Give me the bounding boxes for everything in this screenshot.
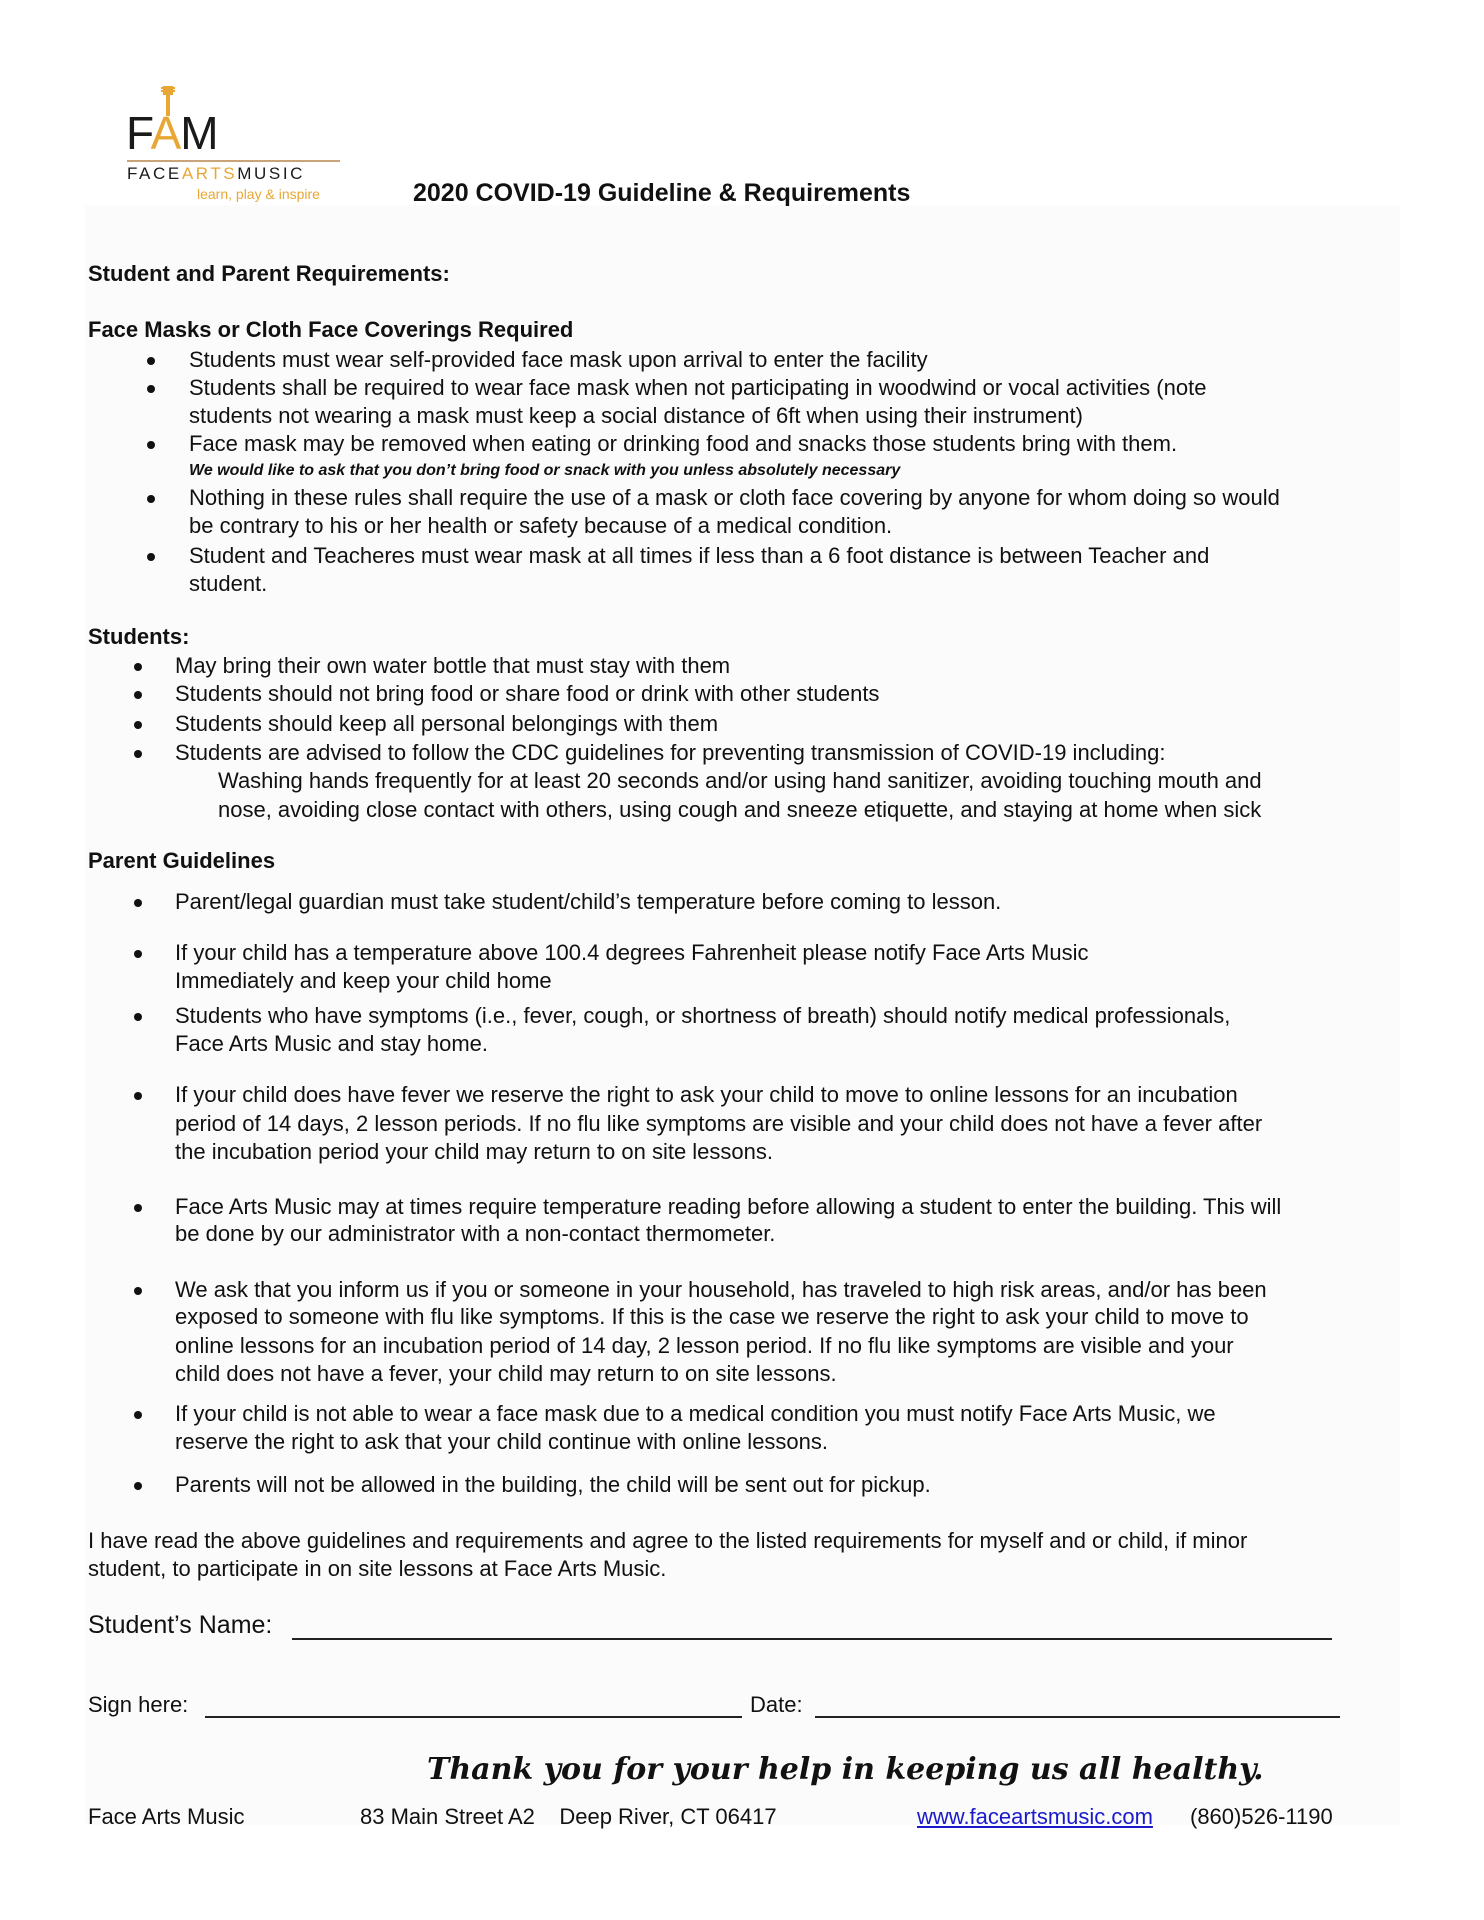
list-item-continuation: be contrary to his or her health or safety because of a medical condition. <box>189 513 893 538</box>
list-item: Face Arts Music may at times require temperature reading before allowing a student to enter the building. This will <box>175 1194 1282 1219</box>
bullet-icon <box>134 663 142 671</box>
list-item-continuation: Washing hands frequently for at least 20 seconds and/or using hand sanitizer, avoiding touching mouth and <box>218 768 1262 793</box>
section-heading-requirements: Student and Parent Requirements: <box>88 261 450 286</box>
bullet-icon <box>147 553 155 561</box>
list-item: We ask that you inform us if you or someone in your household, has traveled to high risk areas, and/or has been <box>175 1277 1267 1302</box>
bullet-icon <box>134 1411 142 1419</box>
list-item-continuation: online lessons for an incubation period of 14 day, 2 lesson period. If no flu like symptoms are visible and your <box>175 1333 1234 1358</box>
list-item-continuation: reserve the right to ask that your child continue with online lessons. <box>175 1429 829 1454</box>
list-item-continuation: exposed to someone with flu like symptoms. If this is the case we reserve the right to ask your child to move to <box>175 1304 1249 1329</box>
website-link[interactable]: www.faceartsmusic.com <box>917 1804 1153 1829</box>
list-item: May bring their own water bottle that must stay with them <box>175 653 731 678</box>
bullet-icon <box>134 950 142 958</box>
list-item: Students are advised to follow the CDC guidelines for preventing transmission of COVID-19 including: <box>175 740 1166 765</box>
list-item: If your child is not able to wear a face mask due to a medical condition you must notify Face Arts Music, we <box>175 1401 1216 1426</box>
sign-label: Sign here: <box>88 1692 189 1717</box>
list-item-continuation: Immediately and keep your child home <box>175 968 552 993</box>
thank-you-message: Thank you for your help in keeping us all healthy. <box>427 1752 1264 1787</box>
date-field[interactable] <box>815 1716 1340 1718</box>
bullet-icon <box>134 1092 142 1100</box>
bullet-icon <box>134 1013 142 1021</box>
list-item-continuation: child does not have a fever, your child may return to on site lessons. <box>175 1361 837 1386</box>
agreement-text: student, to participate in on site lessons at Face Arts Music. <box>88 1556 667 1581</box>
bullet-icon <box>134 691 142 699</box>
bullet-icon <box>147 495 155 503</box>
list-item: Parents will not be allowed in the building, the child will be sent out for pickup. <box>175 1472 931 1497</box>
list-item-continuation: be done by our administrator with a non-contact thermometer. <box>175 1221 776 1246</box>
students-heading: Students: <box>88 624 190 649</box>
list-item: Students shall be required to wear face mask when not participating in woodwind or vocal activities (note <box>189 375 1207 400</box>
list-item: Students who have symptoms (i.e., fever, cough, or shortness of breath) should notify medical professionals, <box>175 1003 1231 1028</box>
bullet-icon <box>134 750 142 758</box>
logo-divider <box>127 160 340 162</box>
list-item: If your child does have fever we reserve the right to ask your child to move to online lessons for an incubation <box>175 1082 1238 1107</box>
bullet-icon <box>134 1287 142 1295</box>
list-item-continuation: the incubation period your child may return to on site lessons. <box>175 1139 773 1164</box>
list-item: Students should keep all personal belongings with them <box>175 711 719 736</box>
logo-wordmark: FACEARTSMUSIC <box>127 164 306 183</box>
bullet-icon <box>147 385 155 393</box>
list-item-continuation: nose, avoiding close contact with others, using cough and sneeze etiquette, and staying at home when sick <box>218 797 1262 822</box>
note-italic: We would like to ask that you don’t bring food or snack with you unless absolutely necessary <box>189 462 901 479</box>
parent-guidelines-heading: Parent Guidelines <box>88 848 276 873</box>
footer-org-name: Face Arts Music <box>88 1804 245 1829</box>
student-name-label: Student’s Name: <box>88 1611 273 1639</box>
bullet-icon <box>147 441 155 449</box>
logo-mark: FAM <box>126 107 218 159</box>
list-item: Face mask may be removed when eating or drinking food and snacks those students bring with them. <box>189 431 1178 456</box>
date-label: Date: <box>750 1692 803 1717</box>
bullet-icon <box>147 357 155 365</box>
bullet-icon <box>134 1204 142 1212</box>
list-item: Nothing in these rules shall require the use of a mask or cloth face covering by anyone for whom doing so would <box>189 485 1280 510</box>
list-item: Student and Teacheres must wear mask at all times if less than a 6 foot distance is between Teacher and <box>189 543 1210 568</box>
footer-address: 83 Main Street A2 Deep River, CT 06417 <box>360 1804 777 1829</box>
list-item: Parent/legal guardian must take student/child’s temperature before coming to lesson. <box>175 889 1002 914</box>
page-title: 2020 COVID-19 Guideline & Requirements <box>413 179 911 207</box>
list-item: Students must wear self-provided face mask upon arrival to enter the facility <box>189 347 928 372</box>
list-item-continuation: Face Arts Music and stay home. <box>175 1031 489 1056</box>
agreement-text: I have read the above guidelines and requirements and agree to the listed requirements for myself and or child, if minor <box>88 1528 1248 1553</box>
list-item: Students should not bring food or share food or drink with other students <box>175 681 880 706</box>
logo-tagline: learn, play & inspire <box>197 186 320 202</box>
footer-phone: (860)526-1190 <box>1190 1804 1333 1829</box>
student-name-field[interactable] <box>292 1638 1332 1640</box>
bullet-icon <box>134 1482 142 1490</box>
bullet-icon <box>134 721 142 729</box>
list-item: If your child has a temperature above 100.4 degrees Fahrenheit please notify Face Arts Music <box>175 940 1089 965</box>
list-item-continuation: students not wearing a mask must keep a social distance of 6ft when using their instrument) <box>189 403 1083 428</box>
face-masks-heading: Face Masks or Cloth Face Coverings Required <box>88 317 574 342</box>
signature-field[interactable] <box>205 1716 742 1718</box>
bullet-icon <box>134 899 142 907</box>
list-item-continuation: student. <box>189 571 268 596</box>
list-item-continuation: period of 14 days, 2 lesson periods. If no flu like symptoms are visible and your child does not have a fever after <box>175 1111 1263 1136</box>
face-arts-music-logo <box>120 82 350 207</box>
